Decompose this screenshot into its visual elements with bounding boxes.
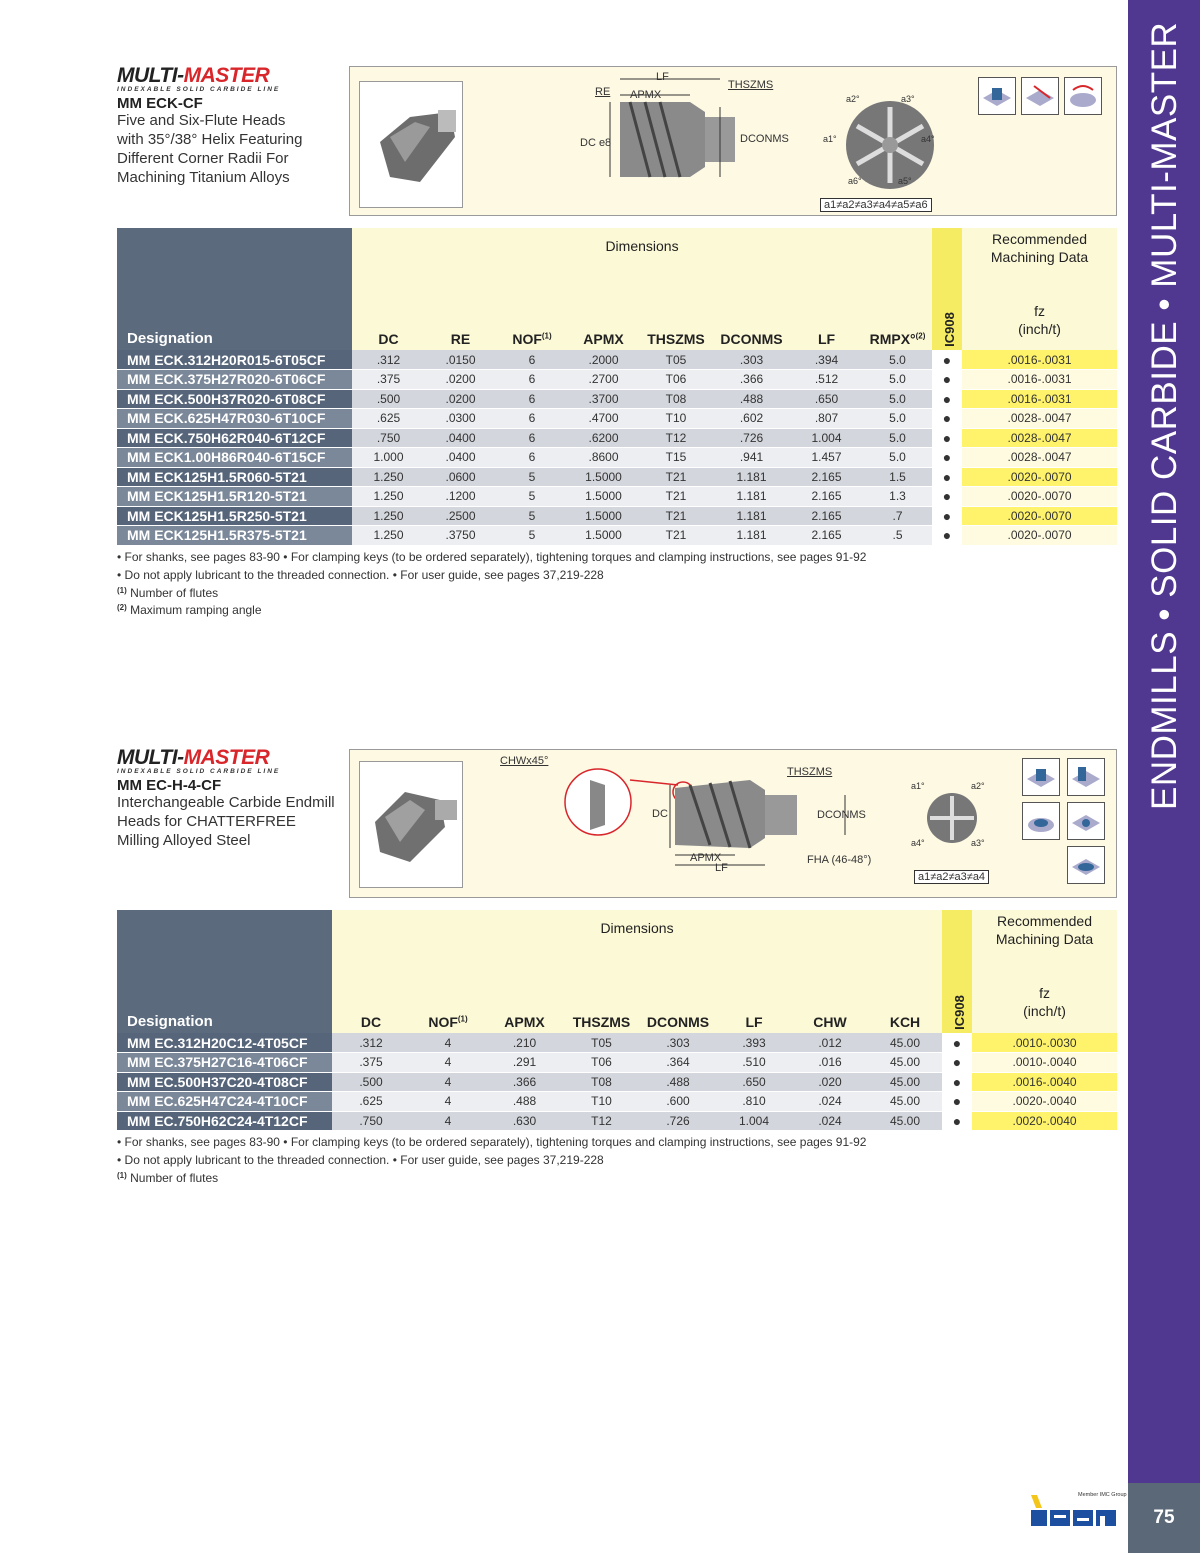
angle-formula: a1≠a2≠a3≠a4 — [914, 870, 989, 884]
table-cell: .0020-.0070 — [962, 526, 1117, 546]
table-cell: .0028-.0047 — [962, 448, 1117, 468]
table-cell: .650 — [716, 1072, 792, 1092]
table-cell: 1.181 — [713, 506, 790, 526]
dimensions-header: Dimensions — [332, 910, 942, 940]
table-cell: .3750 — [425, 526, 496, 546]
table-cell: .0400 — [425, 428, 496, 448]
product-description: Interchangeable Carbide Endmill Heads for CHATTERFREE Milling Alloyed Steel — [117, 794, 335, 849]
iscar-logo: Member IMC Group — [1028, 1492, 1120, 1532]
col-designation: Designation — [117, 228, 352, 350]
product-diagram-panel: LF RE APMX THSZMS DC e8 DCONMS a2° a3° a1° a4° a6° a5° a1≠a2≠a3≠a4≠a5≠a6 — [349, 66, 1117, 216]
table-cell: .2000 — [568, 350, 639, 370]
table-cell: 1.250 — [352, 526, 425, 546]
table-cell: .630 — [486, 1111, 563, 1131]
table-cell: ● — [932, 409, 962, 429]
table-cell: .393 — [716, 1033, 792, 1053]
pocketing-icon — [1067, 802, 1105, 840]
col-ic908: IC908 — [942, 910, 972, 1033]
table-cell: 5.0 — [863, 448, 932, 468]
table-cell: 1.5 — [863, 467, 932, 487]
table-cell: .0016-.0040 — [972, 1072, 1117, 1092]
table-cell: 4 — [410, 1111, 486, 1131]
table-row — [117, 1092, 1117, 1112]
table-cell: 1.181 — [713, 487, 790, 507]
table-cell: T06 — [563, 1053, 640, 1073]
designation-cell: MM ECK.500H37R020-6T08CF — [117, 389, 352, 409]
table-cell: 1.250 — [352, 487, 425, 507]
table-cell: .3700 — [568, 389, 639, 409]
designation-cell: MM EC.625H47C24-4T10CF — [117, 1092, 332, 1112]
product-diagram-panel: CHWx45° THSZMS DC DCONMS APMX LF FHA (46-48°) a1° a2° a4° a3° a1≠a2≠a3≠a4 — [349, 749, 1117, 898]
table-cell: .0600 — [425, 467, 496, 487]
table-cell: .366 — [486, 1072, 563, 1092]
table-cell: .500 — [332, 1072, 410, 1092]
table-cell: 1.457 — [790, 448, 863, 468]
table-row — [117, 370, 1117, 390]
table-row — [117, 467, 1117, 487]
product-photo — [359, 761, 463, 888]
table-cell: .2700 — [568, 370, 639, 390]
table-cell: .625 — [332, 1092, 410, 1112]
table-cell: T21 — [639, 526, 713, 546]
table-cell: .6200 — [568, 428, 639, 448]
table-cell: .0016-.0031 — [962, 350, 1117, 370]
col-designation: Designation — [117, 910, 332, 1033]
table-cell: .0016-.0031 — [962, 370, 1117, 390]
table-cell: 4 — [410, 1033, 486, 1053]
table-cell: T21 — [639, 506, 713, 526]
designation-cell: MM ECK125H1.5R250-5T21 — [117, 506, 352, 526]
table-cell: 1.5000 — [568, 526, 639, 546]
table-cell: .0010-.0040 — [972, 1053, 1117, 1073]
table-cell: T10 — [639, 409, 713, 429]
designation-cell: MM EC.500H37C20-4T08CF — [117, 1072, 332, 1092]
table-cell: 1.000 — [352, 448, 425, 468]
helical-interpolation-icon — [1022, 802, 1060, 840]
designation-cell: MM ECK125H1.5R060-5T21 — [117, 467, 352, 487]
table-cell: .1200 — [425, 487, 496, 507]
designation-cell: MM ECK125H1.5R120-5T21 — [117, 487, 352, 507]
table-cell: .210 — [486, 1033, 563, 1053]
table-cell: .750 — [332, 1111, 410, 1131]
designation-cell: MM ECK1.00H86R040-6T15CF — [117, 448, 352, 468]
multi-master-logo: MULTI-MASTER INDEXABLE SOLID CARBIDE LINE — [117, 64, 281, 93]
table-cell: 1.3 — [863, 487, 932, 507]
table-cell: ● — [942, 1033, 972, 1053]
table-cell: ● — [932, 448, 962, 468]
table-cell: 1.250 — [352, 506, 425, 526]
page-number: 75 — [1128, 1483, 1200, 1553]
table-row — [117, 409, 1117, 429]
table-cell: 1.181 — [713, 526, 790, 546]
table-cell: .0028-.0047 — [962, 409, 1117, 429]
table-cell: .0200 — [425, 370, 496, 390]
table-cell: .0020-.0040 — [972, 1092, 1117, 1112]
table-cell: T08 — [639, 389, 713, 409]
table-cell: T21 — [639, 487, 713, 507]
table-cell: .0300 — [425, 409, 496, 429]
table-cell: 2.165 — [790, 467, 863, 487]
table-cell: 45.00 — [868, 1092, 942, 1112]
note: • Do not apply lubricant to the threaded connection. • For user guide, see pages 37,219-228 — [117, 1153, 604, 1167]
table-cell: ● — [932, 487, 962, 507]
table-cell: .488 — [486, 1092, 563, 1112]
note: • For shanks, see pages 83-90 • For clamping keys (to be ordered separately), tightening torques and clamping instructions, see pages 91-92 — [117, 1135, 867, 1149]
table-cell: 5.0 — [863, 428, 932, 448]
table-cell: ● — [942, 1072, 972, 1092]
table-cell: .510 — [716, 1053, 792, 1073]
table-cell: T21 — [639, 467, 713, 487]
table-cell: .602 — [713, 409, 790, 429]
table-cell: .0028-.0047 — [962, 428, 1117, 448]
designation-cell: MM ECK.375H27R020-6T06CF — [117, 370, 352, 390]
ec-h-4-cf-table: Designation Dimensions IC908 Recommended Machining Data fz (inch/t) DC NOF$^{(1)}$ APMX THSZMS DCONMS LF CHW KCH MM EC.312H20C12-4T05CF .312 4 .210 T05 .303 .393 .012 45.00 ● .0010-.0030 MM EC.375H27C16-4T06CF .375 4 .291 T06 .364 .510 .016 45.00 ● .0010-.0040 MM EC.500H37C20-4T08CF .500 4 .366 T08 .488 .650 .020 45.00 ● .0016-.0040 MM EC.625H47C24-4T10CF .625 4 .488 T10 .600 .810 .024 45.00 ● .0020-.0040 MM EC.750H62C24-4T12CF .750 4 .630 T12 .726 1.004 .024 45.00 ● .0020-.0040 — [117, 910, 1117, 1131]
table-cell: .0016-.0031 — [962, 389, 1117, 409]
table-cell: .600 — [640, 1092, 716, 1112]
helical-interpolation-icon — [1064, 77, 1102, 115]
table-cell: .5 — [863, 526, 932, 546]
table-cell: T12 — [563, 1111, 640, 1131]
product-photo — [359, 81, 463, 208]
note: • Do not apply lubricant to the threaded connection. • For user guide, see pages 37,219-228 — [117, 568, 604, 582]
table-cell: T06 — [639, 370, 713, 390]
table-cell: .7 — [863, 506, 932, 526]
table-cell: ● — [932, 506, 962, 526]
table-cell: 4 — [410, 1072, 486, 1092]
table-row — [117, 526, 1117, 546]
table-cell: .312 — [352, 350, 425, 370]
table-cell: .2500 — [425, 506, 496, 526]
table-cell: 2.165 — [790, 487, 863, 507]
table-cell: .024 — [792, 1092, 868, 1112]
table-row — [117, 448, 1117, 468]
designation-cell: MM EC.375H27C16-4T06CF — [117, 1053, 332, 1073]
table-cell: 5.0 — [863, 389, 932, 409]
dimensions-header: Dimensions — [352, 228, 932, 258]
table-cell: 6 — [496, 448, 568, 468]
slotting-icon — [978, 77, 1016, 115]
table-cell: 4 — [410, 1053, 486, 1073]
table-cell: ● — [932, 370, 962, 390]
table-cell: .4700 — [568, 409, 639, 429]
plunging-icon — [1067, 846, 1105, 884]
table-cell: .488 — [640, 1072, 716, 1092]
product-title: MM EC-H-4-CF — [117, 777, 222, 794]
table-cell: T10 — [563, 1092, 640, 1112]
table-cell: 1.181 — [713, 467, 790, 487]
table-cell: 1.5000 — [568, 487, 639, 507]
slotting-icon — [1022, 758, 1060, 796]
table-row — [117, 350, 1117, 370]
table-cell: .0150 — [425, 350, 496, 370]
table-row — [117, 1053, 1117, 1073]
table-row — [117, 1072, 1117, 1092]
col-fz: Recommended Machining Data fz (inch/t) — [972, 910, 1117, 1033]
table-cell: 5 — [496, 506, 568, 526]
table-cell: 6 — [496, 370, 568, 390]
table-cell: ● — [942, 1053, 972, 1073]
table-cell: .650 — [790, 389, 863, 409]
endmill-side-drawing — [550, 750, 930, 899]
table-cell: .726 — [640, 1111, 716, 1131]
table-cell: .303 — [640, 1033, 716, 1053]
footnote: $^{(1)}$ Number of flutes — [117, 1171, 219, 1185]
footnote: $^{(2)}$ Maximum ramping angle — [117, 603, 262, 617]
ramping-icon — [1021, 77, 1059, 115]
table-cell: .726 — [713, 428, 790, 448]
table-cell: 5 — [496, 526, 568, 546]
table-cell: ● — [932, 350, 962, 370]
shoulder-milling-icon — [1067, 758, 1105, 796]
table-cell: 5.0 — [863, 370, 932, 390]
section-title: ENDMILLS • SOLID CARBIDE • MULTI-MASTER — [1145, 21, 1184, 810]
table-cell: ● — [932, 467, 962, 487]
table-cell: .0400 — [425, 448, 496, 468]
table-cell: ● — [932, 526, 962, 546]
table-cell: 5 — [496, 487, 568, 507]
table-cell: 5 — [496, 467, 568, 487]
table-cell: .0010-.0030 — [972, 1033, 1117, 1053]
table-cell: 6 — [496, 409, 568, 429]
table-cell: T05 — [563, 1033, 640, 1053]
designation-cell: MM ECK.750H62R040-6T12CF — [117, 428, 352, 448]
table-cell: .375 — [332, 1053, 410, 1073]
table-cell: ● — [942, 1111, 972, 1131]
table-cell: T05 — [639, 350, 713, 370]
table-cell: .303 — [713, 350, 790, 370]
table-cell: ● — [932, 389, 962, 409]
table-cell: T15 — [639, 448, 713, 468]
multi-master-logo: MULTI-MASTER INDEXABLE SOLID CARBIDE LINE — [117, 746, 281, 775]
table-cell: .366 — [713, 370, 790, 390]
table-cell: T12 — [639, 428, 713, 448]
note: • For shanks, see pages 83-90 • For clamping keys (to be ordered separately), tightening torques and clamping instructions, see pages 91-92 — [117, 550, 867, 564]
table-cell: .0200 — [425, 389, 496, 409]
table-cell: .312 — [332, 1033, 410, 1053]
col-ic908: IC908 — [932, 228, 962, 350]
table-cell: 45.00 — [868, 1053, 942, 1073]
table-cell: ● — [932, 428, 962, 448]
table-cell: .8600 — [568, 448, 639, 468]
table-row — [117, 1033, 1117, 1053]
table-cell: 1.5000 — [568, 467, 639, 487]
table-cell: .375 — [352, 370, 425, 390]
table-cell: .0020-.0070 — [962, 487, 1117, 507]
table-cell: .020 — [792, 1072, 868, 1092]
table-cell: .0020-.0040 — [972, 1111, 1117, 1131]
col-fz: Recommended Machining Data fz (inch/t) — [962, 228, 1117, 350]
table-cell: 6 — [496, 350, 568, 370]
table-row — [117, 506, 1117, 526]
eck-cf-table: Designation Dimensions IC908 Recommended Machining Data fz (inch/t) DC RE NOF$^{(1)}$ APMX THSZMS DCONMS LF RMPX°$^{(2)}$ MM ECK.312H20R015-6T05CF .312 .0150 6 .2000 T05 .303 .394 5.0 ● .0016-.0031 MM ECK.375H27R020-6T06CF .375 .0200 6 .2700 T06 .366 .512 5.0 ● .0016-.0031 MM ECK.500H37R020-6T08CF .500 .0200 6 .3700 T08 .488 .650 5.0 ● .0016-.0031 MM ECK.625H47R030-6T10CF .625 .0300 6 .4700 T10 .602 .807 5.0 ● .0028-.0047 MM ECK.750H62R040-6T12CF .750 .0400 6 .6200 T12 .726 1.004 5.0 ● .0028-.0047 MM ECK1.00H86R040-6T15CF 1.000 .0400 6 .8600 T15 .941 1.457 5.0 ● .0028-.0047 MM ECK125H1.5R060-5T21 1.250 .0600 5 1.5000 T21 1.181 2.165 1.5 ● .0020-.0070 MM ECK125H1.5R120-5T21 1.250 .1200 5 1.5000 T21 1.181 2.165 1.3 ● .0020-.0070 MM ECK125H1.5R250-5T21 1.250 .2500 5 1.5000 T21 1.181 2.165 .7 ● .0020-.0070 MM ECK125H1.5R375-5T21 1.250 .3750 5 1.5000 T21 1.181 2.165 .5 ● .0020-.0070 — [117, 228, 1117, 546]
angle-formula: a1≠a2≠a3≠a4≠a5≠a6 — [820, 198, 932, 212]
table-cell: 5.0 — [863, 350, 932, 370]
table-cell: 2.165 — [790, 506, 863, 526]
table-row — [117, 1111, 1117, 1131]
table-cell: .024 — [792, 1111, 868, 1131]
table-cell: 45.00 — [868, 1072, 942, 1092]
table-cell: .500 — [352, 389, 425, 409]
table-cell: 1.5000 — [568, 506, 639, 526]
table-cell: 1.004 — [790, 428, 863, 448]
table-cell: .012 — [792, 1033, 868, 1053]
table-row — [117, 428, 1117, 448]
table-cell: .810 — [716, 1092, 792, 1112]
table-cell: .512 — [790, 370, 863, 390]
product-description: Five and Six-Flute Heads with 35°/38° Helix Featuring Different Corner Radii For Machining Titanium Alloys — [117, 112, 303, 186]
table-cell: T08 — [563, 1072, 640, 1092]
table-cell: 1.250 — [352, 467, 425, 487]
footnote: $^{(1)}$ Number of flutes — [117, 586, 219, 600]
table-cell: 4 — [410, 1092, 486, 1112]
table-cell: .0020-.0070 — [962, 506, 1117, 526]
designation-cell: MM EC.312H20C12-4T05CF — [117, 1033, 332, 1053]
table-cell: .364 — [640, 1053, 716, 1073]
product-title: MM ECK-CF — [117, 95, 203, 112]
table-cell: 45.00 — [868, 1111, 942, 1131]
table-cell: 45.00 — [868, 1033, 942, 1053]
designation-cell: MM ECK125H1.5R375-5T21 — [117, 526, 352, 546]
table-cell: 5.0 — [863, 409, 932, 429]
table-cell: .016 — [792, 1053, 868, 1073]
table-cell: .488 — [713, 389, 790, 409]
table-cell: ● — [942, 1092, 972, 1112]
table-cell: .941 — [713, 448, 790, 468]
table-cell: .807 — [790, 409, 863, 429]
table-cell: .394 — [790, 350, 863, 370]
table-cell: .625 — [352, 409, 425, 429]
table-cell: .0020-.0070 — [962, 467, 1117, 487]
table-cell: .291 — [486, 1053, 563, 1073]
table-cell: 2.165 — [790, 526, 863, 546]
designation-cell: MM EC.750H62C24-4T12CF — [117, 1111, 332, 1131]
table-cell: 6 — [496, 428, 568, 448]
designation-cell: MM ECK.625H47R030-6T10CF — [117, 409, 352, 429]
table-row — [117, 487, 1117, 507]
table-cell: .750 — [352, 428, 425, 448]
table-row — [117, 389, 1117, 409]
table-cell: 6 — [496, 389, 568, 409]
table-cell: 1.004 — [716, 1111, 792, 1131]
designation-cell: MM ECK.312H20R015-6T05CF — [117, 350, 352, 370]
